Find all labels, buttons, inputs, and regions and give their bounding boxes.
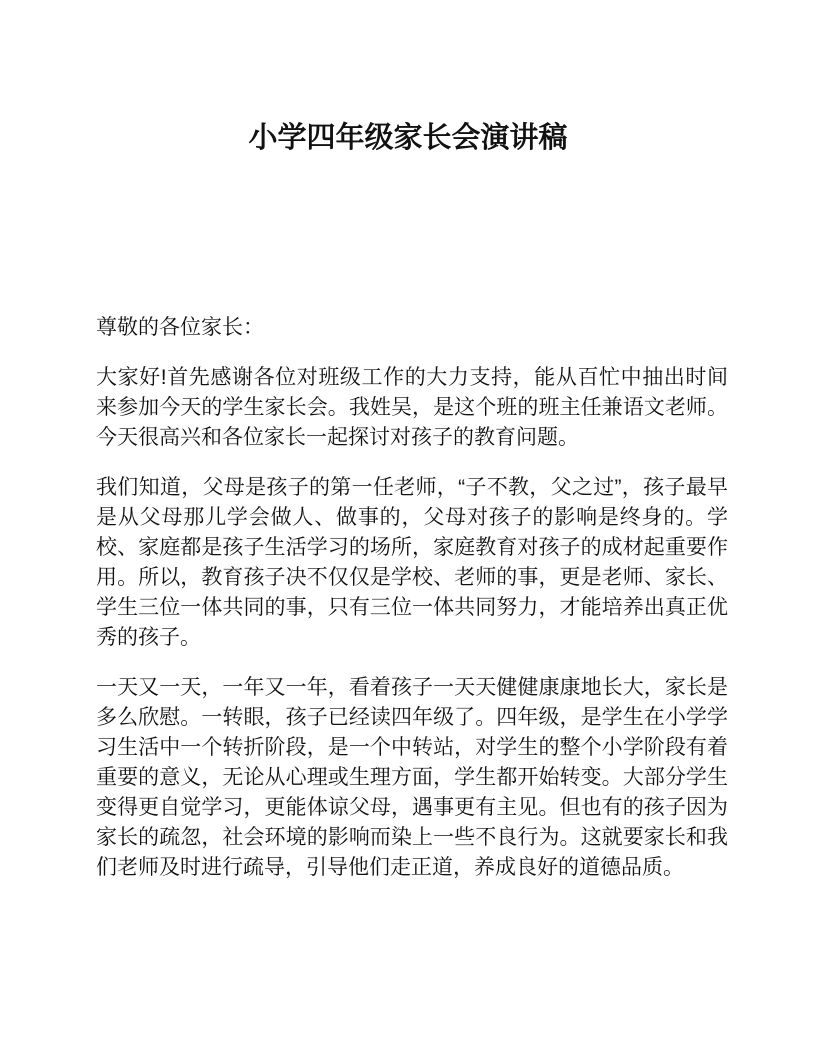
paragraph-greeting: 大家好!首先感谢各位对班级工作的大力支持，能从百忙中抽出时间来参加今天的学生家长会。我姓吴，是这个班的班主任兼语文老师。今天很高兴和各位家长一起探讨对孩子的教育问题。 (96, 366, 728, 449)
document-title: 小学四年级家长会演讲稿 (248, 122, 568, 154)
paragraph-parents-role: 我们知道，父母是孩子的第一任老师，“子不教，父之过”，孩子最早是从父母那儿学会做人、做事的，父母对孩子的影响是终身的。学校、家庭都是孩子生活学习的场所，家庭教育对孩子的成材起重要作用。所以，教育孩子决不仅仅是学校、老师的事，更是老师、家长、学生三位一体共同的事，只有三位一体共同努力，才能培养出真正优秀的孩子。 (96, 476, 728, 649)
document-body (96, 313, 728, 883)
salutation-line: 尊敬的各位家长： (96, 316, 264, 339)
paragraph-grade-four-transition: 一天又一天，一年又一年，看着孩子一天天健健康康地长大，家长是多么欣慰。一转眼，孩子已经读四年级了。四年级，是学生在小学学习生活中一个转折阶段，是一个中转站，对学生的整个小学阶段有着重要的意义，无论从心理或生理方面，学生都开始转变。大部分学生变得更自觉学习，更能体谅父母，遇事更有主见。但也有的孩子因为家长的疏忽，社会环境的影响而染上一些不良行为。这就要家长和我们老师及时进行疏导，引导他们走正道，养成良好的道德品质。 (96, 676, 728, 879)
